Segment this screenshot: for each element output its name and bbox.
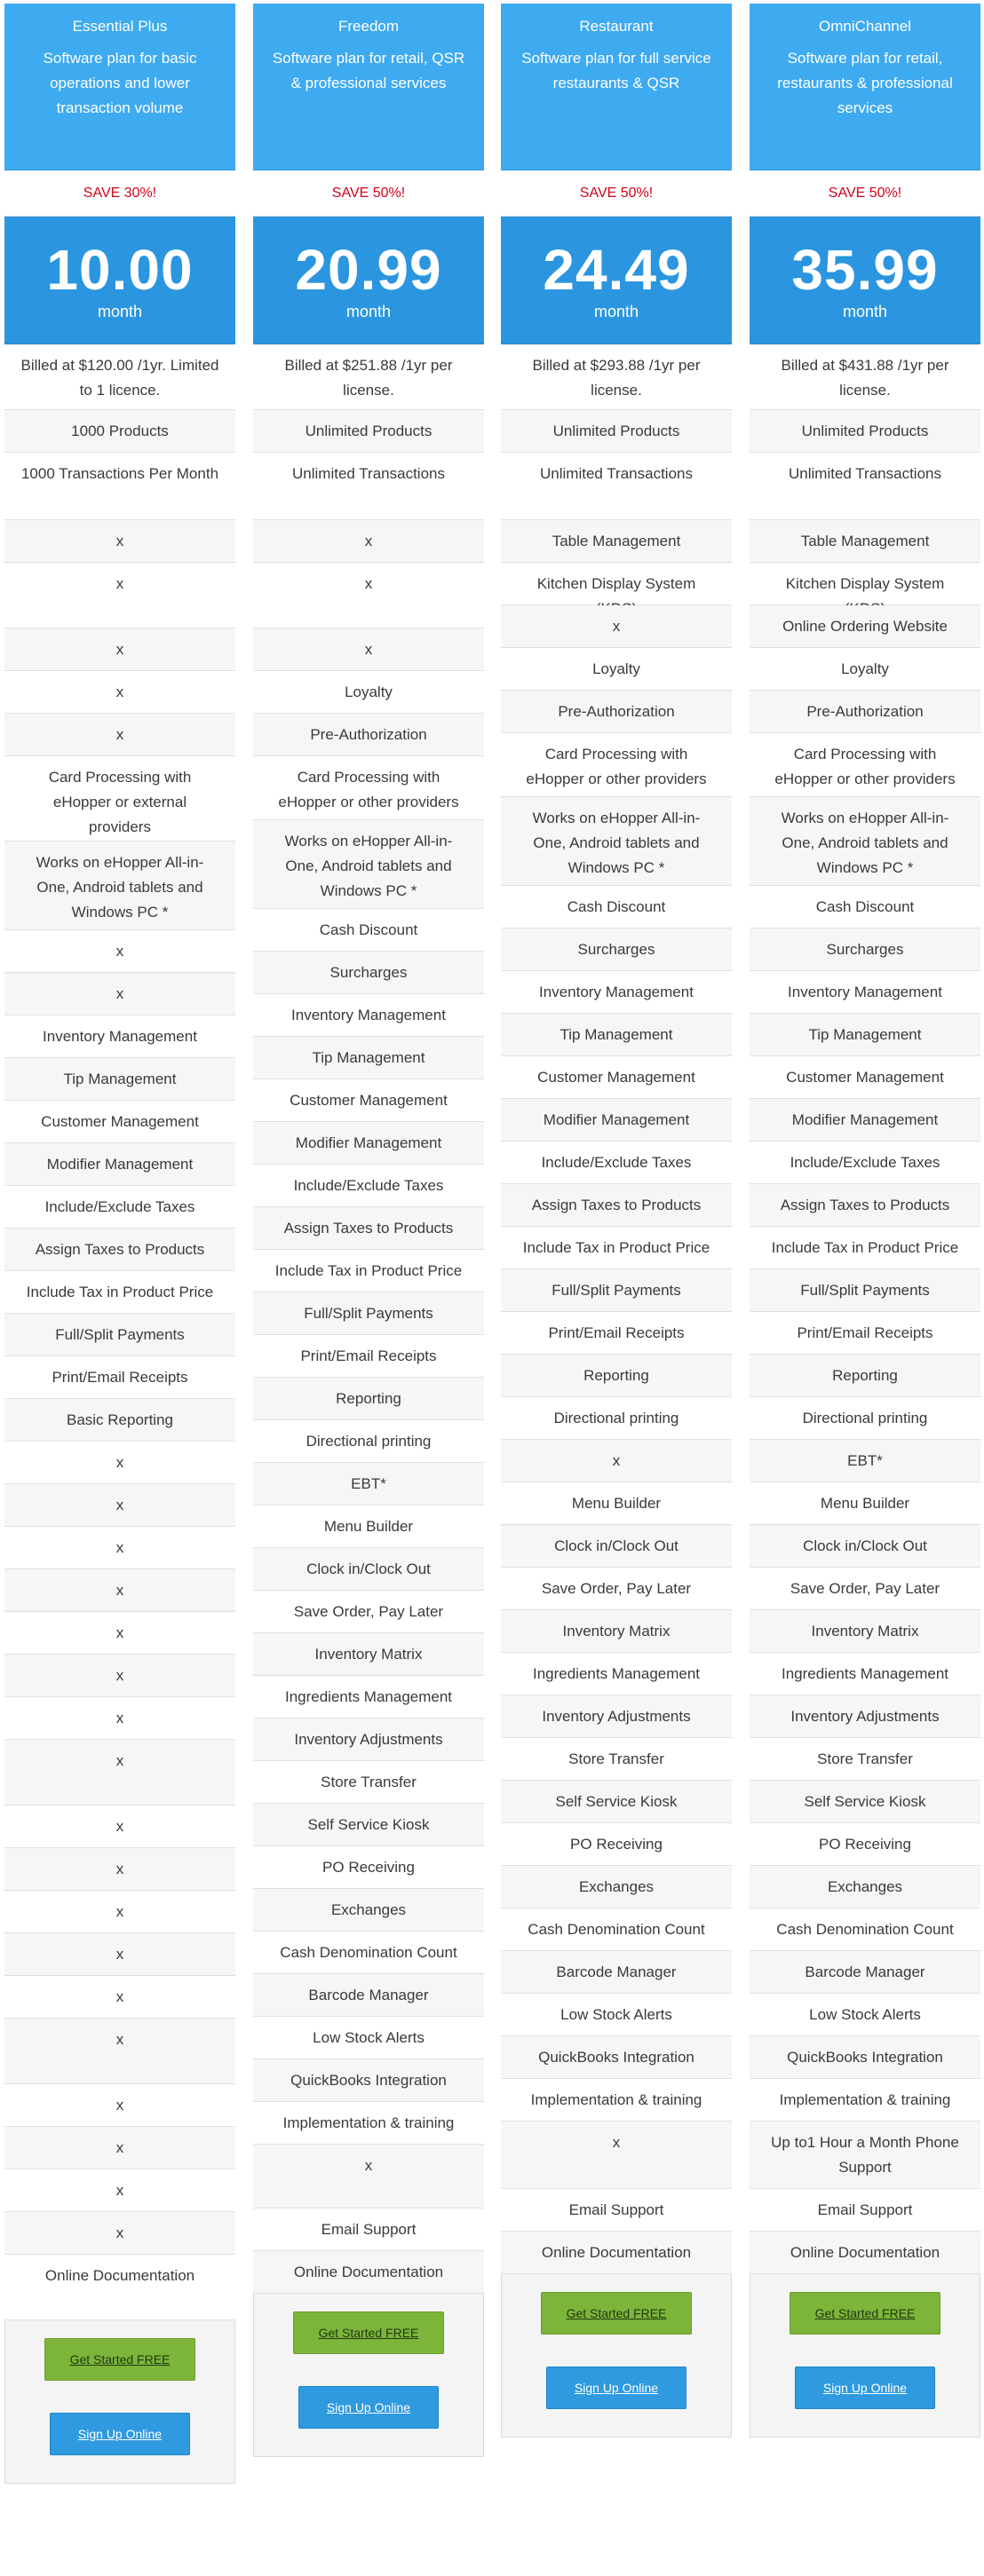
feature-row: Reporting [501, 1355, 732, 1397]
feature-row: Implementation & training [253, 2102, 484, 2145]
feature-row: Exchanges [253, 1889, 484, 1932]
sign-up-online-button[interactable]: Sign Up Online [795, 2367, 935, 2409]
feature-row: Customer Management [750, 1056, 980, 1099]
feature-row: Tip Management [750, 1014, 980, 1056]
feature-row: Pre-Authorization [750, 691, 980, 733]
feature-row: Kitchen Display System [501, 563, 732, 605]
feature-row: QuickBooks Integration [750, 2036, 980, 2079]
feature-row: Cash Discount [501, 886, 732, 928]
feature-row: Cash Discount [253, 909, 484, 952]
feature-row: Works on eHopper All-in-One, Android tablets and Windows PC * [750, 797, 980, 886]
plan-description: Software plan for full service restaurants & QSR [521, 50, 711, 91]
feature-row: Online Documentation [501, 2232, 732, 2274]
feature-row: Assign Taxes to Products [501, 1184, 732, 1227]
feature-row: x [253, 2145, 484, 2209]
sign-up-online-button[interactable]: Sign Up Online [546, 2367, 686, 2409]
feature-row: Billed at $251.88 /1yr per license. [253, 344, 484, 410]
feature-row: Inventory Matrix [750, 1610, 980, 1653]
feature-row: Barcode Manager [501, 1951, 732, 1994]
feature-row: x [4, 1442, 235, 1484]
price-value: 24.49 [543, 238, 690, 302]
feature-row: Include/Exclude Taxes [253, 1165, 484, 1207]
feature-row: x [501, 605, 732, 648]
feature-row: Modifier Management [253, 1122, 484, 1165]
feature-row: Loyalty [501, 648, 732, 691]
feature-row: Implementation & training [750, 2079, 980, 2122]
price-value: 20.99 [295, 238, 442, 302]
save-badge: SAVE 50%! [750, 170, 980, 217]
feature-row: Ingredients Management [253, 1676, 484, 1719]
feature-row: x [253, 563, 484, 628]
feature-row: Clock in/Clock Out [501, 1525, 732, 1568]
feature-row: Billed at $431.88 /1yr per license. [750, 344, 980, 410]
feature-row: Self Service Kiosk [501, 1781, 732, 1823]
feature-row: x [4, 1484, 235, 1527]
price-block [750, 217, 980, 344]
feature-row: Ingredients Management [501, 1653, 732, 1695]
price-period: month [97, 303, 143, 320]
feature-row: Unlimited Transactions [501, 453, 732, 520]
feature-row: x [4, 1527, 235, 1569]
feature-row: PO Receiving [253, 1846, 484, 1889]
feature-row: 1000 Transactions Per Month [4, 453, 235, 520]
feature-row: Include Tax in Product Price [501, 1227, 732, 1269]
feature-row: Tip Management [4, 1058, 235, 1101]
feature-row: Works on eHopper All-in-One, Android tablets and Windows PC * [501, 797, 732, 886]
plan-header [253, 4, 484, 170]
feature-row: x [4, 563, 235, 628]
feature-row: 1000 Products [4, 410, 235, 453]
feature-row: Low Stock Alerts [750, 1994, 980, 2036]
feature-row: Inventory Matrix [501, 1610, 732, 1653]
feature-row: Save Order, Pay Later [750, 1568, 980, 1610]
feature-row: Customer Management [4, 1101, 235, 1143]
feature-row: Inventory Management [750, 971, 980, 1014]
feature-row: Unlimited Products [253, 410, 484, 453]
price-period: month [345, 303, 392, 320]
feature-row: x [4, 1612, 235, 1655]
feature-row: Online Documentation [750, 2232, 980, 2274]
feature-row: Customer Management [253, 1079, 484, 1122]
feature-row: Assign Taxes to Products [750, 1184, 980, 1227]
feature-row: Basic Reporting [4, 1399, 235, 1442]
feature-row: Tip Management [501, 1014, 732, 1056]
feature-row: Customer Management [501, 1056, 732, 1099]
feature-row: x [4, 1697, 235, 1740]
feature-row: Modifier Management [750, 1099, 980, 1142]
plan-name: Restaurant [579, 18, 654, 35]
feature-row: Surcharges [501, 928, 732, 971]
feature-row: Email Support [253, 2209, 484, 2251]
feature-row: Online Documentation [253, 2251, 484, 2294]
feature-row: Assign Taxes to Products [4, 1229, 235, 1271]
feature-row: Loyalty [750, 648, 980, 691]
feature-row: Pre-Authorization [501, 691, 732, 733]
feature-row: Unlimited Transactions [253, 453, 484, 520]
feature-row: Save Order, Pay Later [253, 1591, 484, 1633]
feature-row: x [253, 520, 484, 563]
plan-description: Software plan for retail, restaurants & professional services [777, 50, 953, 116]
feature-row: Menu Builder [750, 1482, 980, 1525]
feature-row: Email Support [501, 2189, 732, 2232]
feature-row: Low Stock Alerts [501, 1994, 732, 2036]
plan-description: Software plan for basic operations and lower transaction volume [43, 50, 197, 116]
feature-row: Menu Builder [253, 1505, 484, 1548]
save-badge: SAVE 50%! [501, 170, 732, 217]
feature-row: Cash Discount [750, 886, 980, 928]
plan-name: OmniChannel [819, 18, 911, 35]
feature-row: x [4, 2084, 235, 2127]
feature-row: Card Processing with eHopper or external providers [4, 756, 235, 842]
get-started-free-button[interactable]: Get Started FREE [541, 2292, 692, 2335]
feature-row: x [4, 2212, 235, 2255]
plan-name: Freedom [337, 18, 400, 35]
feature-row: Unlimited Transactions [750, 453, 980, 520]
feature-row: Reporting [253, 1378, 484, 1420]
feature-row: Barcode Manager [750, 1951, 980, 1994]
feature-row: Card Processing with eHopper or other providers [501, 733, 732, 797]
sign-up-online-button[interactable]: Sign Up Online [298, 2386, 439, 2429]
feature-row: EBT* [750, 1440, 980, 1482]
feature-row: Reporting [750, 1355, 980, 1397]
feature-row: x [4, 1891, 235, 1933]
plan-name: Essential Plus [72, 18, 168, 35]
price-value: 35.99 [791, 238, 939, 302]
get-started-free-button[interactable]: Get Started FREE [293, 2311, 444, 2354]
feature-row: Full/Split Payments [750, 1269, 980, 1312]
feature-row: Barcode Manager [253, 1974, 484, 2017]
feature-row: Include/Exclude Taxes [4, 1186, 235, 1229]
feature-row: Print/Email Receipts [4, 1356, 235, 1399]
feature-row: Include Tax in Product Price [750, 1227, 980, 1269]
feature-row: Inventory Matrix [253, 1633, 484, 1676]
feature-row: x [4, 671, 235, 714]
feature-row: Table Management [501, 520, 732, 563]
feature-row: Email Support [750, 2189, 980, 2232]
feature-row: Pre-Authorization [253, 714, 484, 756]
feature-row: Inventory Adjustments [501, 1695, 732, 1738]
feature-row: Online Documentation [4, 2255, 235, 2320]
feature-row: x [4, 520, 235, 563]
feature-row: Billed at $293.88 /1yr per license. [501, 344, 732, 410]
feature-row: Online Ordering Website [750, 605, 980, 648]
get-started-free-button[interactable]: Get Started FREE [790, 2292, 940, 2335]
feature-row: Cash Denomination Count [750, 1908, 980, 1951]
feature-row: Exchanges [750, 1866, 980, 1908]
feature-row: Print/Email Receipts [253, 1335, 484, 1378]
feature-row: EBT* [253, 1463, 484, 1505]
feature-row: Full/Split Payments [501, 1269, 732, 1312]
feature-row: Cash Denomination Count [253, 1932, 484, 1974]
plan-header [501, 4, 732, 170]
save-badge: SAVE 50%! [253, 170, 484, 217]
feature-row: Clock in/Clock Out [253, 1548, 484, 1591]
price-block [4, 217, 235, 344]
get-started-free-button[interactable]: Get Started FREE [44, 2338, 195, 2381]
feature-row: Include Tax in Product Price [253, 1250, 484, 1292]
sign-up-online-button[interactable]: Sign Up Online [50, 2413, 190, 2455]
feature-row: Inventory Management [253, 994, 484, 1037]
feature-row: Include/Exclude Taxes [501, 1142, 732, 1184]
feature-row: QuickBooks Integration [253, 2059, 484, 2102]
feature-row: Directional printing [501, 1397, 732, 1440]
price-period: month [842, 303, 888, 320]
feature-row: x [4, 1806, 235, 1848]
feature-row: Assign Taxes to Products [253, 1207, 484, 1250]
feature-row: Card Processing with eHopper or other providers [750, 733, 980, 797]
feature-row: x [4, 1740, 235, 1806]
feature-row: QuickBooks Integration [501, 2036, 732, 2079]
feature-row: Inventory Management [4, 1015, 235, 1058]
price-block [501, 217, 732, 344]
feature-row: x [4, 2169, 235, 2212]
feature-row: Self Service Kiosk [750, 1781, 980, 1823]
feature-row: Works on eHopper All-in-One, Android tablets and Windows PC * [4, 842, 235, 930]
feature-row: Implementation & training [501, 2079, 732, 2122]
feature-row: Card Processing with eHopper or other providers [253, 756, 484, 820]
feature-row: Exchanges [501, 1866, 732, 1908]
feature-row: Works on eHopper All-in-One, Android tablets and Windows PC * [253, 820, 484, 909]
feature-row: Unlimited Products [750, 410, 980, 453]
feature-row: Include/Exclude Taxes [750, 1142, 980, 1184]
feature-row: x [4, 2019, 235, 2084]
feature-row: x [501, 1440, 732, 1482]
feature-row: x [4, 2127, 235, 2169]
feature-row: Store Transfer [253, 1761, 484, 1804]
feature-row: x [4, 628, 235, 671]
feature-row: Inventory Management [501, 971, 732, 1014]
feature-row: Full/Split Payments [253, 1292, 484, 1335]
plan-header [750, 4, 980, 170]
feature-row: Self Service Kiosk [253, 1804, 484, 1846]
feature-row: Table Management [750, 520, 980, 563]
plan-header [4, 4, 235, 170]
feature-row: Directional printing [253, 1420, 484, 1463]
feature-row: Unlimited Products [501, 410, 732, 453]
feature-row: Loyalty [253, 671, 484, 714]
feature-row: Save Order, Pay Later [501, 1568, 732, 1610]
feature-row: x [501, 2122, 732, 2189]
feature-row: Directional printing [750, 1397, 980, 1440]
feature-row: Up to1 Hour a Month Phone Support [750, 2122, 980, 2189]
feature-row: Billed at $120.00 /1yr. Limited to 1 licence. [4, 344, 235, 410]
price-value: 10.00 [46, 238, 194, 302]
feature-row: x [253, 628, 484, 671]
feature-row: Low Stock Alerts [253, 2017, 484, 2059]
feature-row: x [4, 1848, 235, 1891]
feature-row: x [4, 1976, 235, 2019]
feature-row: x [4, 1569, 235, 1612]
price-block [253, 217, 484, 344]
feature-row: x [4, 1933, 235, 1976]
feature-row: x [4, 973, 235, 1015]
feature-row: Tip Management [253, 1037, 484, 1079]
feature-row: x [4, 714, 235, 756]
feature-row: PO Receiving [750, 1823, 980, 1866]
feature-row: Surcharges [750, 928, 980, 971]
feature-row: Print/Email Receipts [750, 1312, 980, 1355]
feature-row: Menu Builder [501, 1482, 732, 1525]
feature-row: Print/Email Receipts [501, 1312, 732, 1355]
feature-row: Store Transfer [501, 1738, 732, 1781]
feature-row: Inventory Adjustments [750, 1695, 980, 1738]
feature-row: Modifier Management [501, 1099, 732, 1142]
feature-row: x [4, 1655, 235, 1697]
feature-row: Inventory Adjustments [253, 1719, 484, 1761]
feature-row: Modifier Management [4, 1143, 235, 1186]
feature-row: Cash Denomination Count [501, 1908, 732, 1951]
plan-description: Software plan for retail, QSR & professional services [272, 50, 465, 91]
feature-row: Kitchen Display System [750, 563, 980, 605]
feature-row: Include Tax in Product Price [4, 1271, 235, 1314]
feature-row: x [4, 930, 235, 973]
feature-row: Surcharges [253, 952, 484, 994]
feature-row: Store Transfer [750, 1738, 980, 1781]
save-badge: SAVE 30%! [4, 170, 235, 217]
feature-row: PO Receiving [501, 1823, 732, 1866]
price-period: month [593, 303, 639, 320]
feature-row: Full/Split Payments [4, 1314, 235, 1356]
feature-row: Ingredients Management [750, 1653, 980, 1695]
feature-row: Clock in/Clock Out [750, 1525, 980, 1568]
